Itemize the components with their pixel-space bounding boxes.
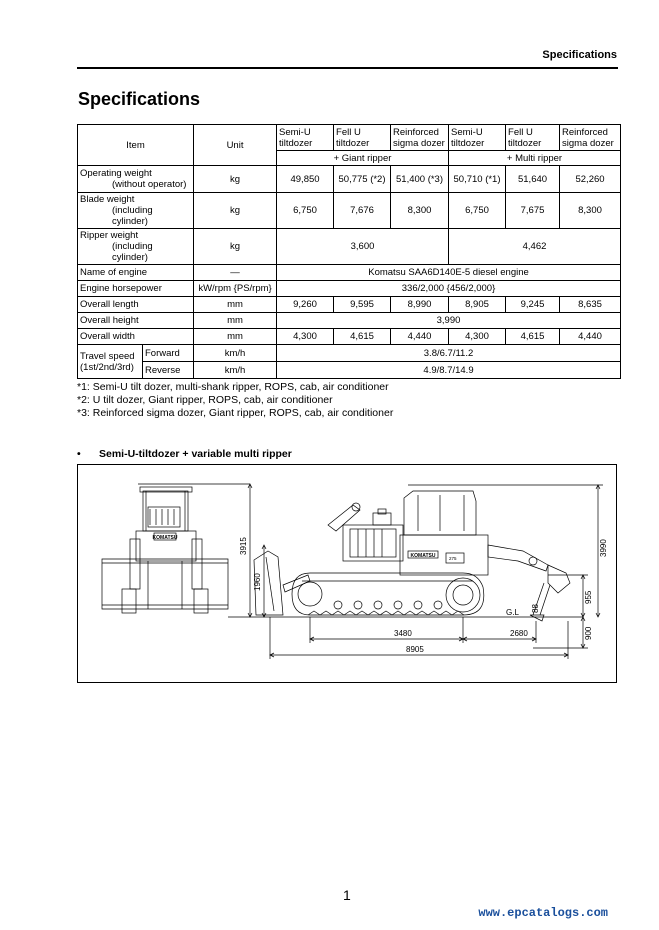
row-label: Name of engine [78,265,194,281]
dim-8905-label: 8905 [406,645,424,654]
table-cell: 7,675 [506,193,560,229]
table-cell: 3,990 [277,313,621,329]
section-heading-text: Semi-U-tiltdozer + variable multi ripper [99,448,292,460]
footnote: *1: Semi-U tilt dozer, multi-shank ripper, ROPS, cab, air conditioner [77,381,389,393]
row-label-line: (including cylinder) [112,205,153,227]
row-unit: km/h [194,345,277,362]
dim-3480-label: 3480 [394,629,412,638]
row-label-line: Operating weight [80,168,152,179]
front-brand-label: KOMATSU [152,535,178,541]
row-label-line: Blade weight [80,194,135,205]
table-row [78,166,621,193]
header-rule [77,67,618,69]
dimension-3915 [138,484,252,617]
header-model: Reinforced sigma dozer [391,125,449,151]
group-multi-ripper: + Multi ripper [449,151,621,166]
row-unit: kg [194,229,277,265]
row-label [78,229,194,265]
dim-2680-label: 2680 [510,629,528,638]
model-badge: 275 [449,556,457,561]
dim-3915-label: 3915 [239,537,248,555]
row-label: Overall height [78,313,194,329]
table-cell: 8,635 [560,297,621,313]
table-cell: 50,775 (*2) [334,166,391,193]
row-unit: kg [194,193,277,229]
table-row [78,193,621,229]
table-cell: 8,300 [560,193,621,229]
row-sublabel: Reverse [143,362,194,379]
table-cell: 49,850 [277,166,334,193]
header-unit: Unit [194,125,277,166]
ground-line-label: G.L [506,608,519,617]
footnote: *2: U tilt dozer, Giant ripper, ROPS, cab, air conditioner [77,394,333,406]
row-unit: mm [194,313,277,329]
dimension-drawing [77,464,617,683]
table-cell: 4,440 [560,329,621,345]
running-header: Specifications [542,49,617,61]
table-cell: Komatsu SAA6D140E-5 diesel engine [277,265,621,281]
dim-900-label: 900 [584,626,593,640]
row-sublabel: Forward [143,345,194,362]
table-cell: 4,615 [334,329,391,345]
table-cell: 50,710 (*1) [449,166,506,193]
table-cell: 8,300 [391,193,449,229]
row-label-line: (1st/2nd/3rd) [80,361,134,373]
table-cell: 4,300 [449,329,506,345]
row-label-line: (without operator) [112,179,187,190]
table-cell: 9,595 [334,297,391,313]
table-cell: 4,615 [506,329,560,345]
table-cell: 9,245 [506,297,560,313]
table-cell: 4,462 [449,229,621,265]
table-row [78,281,621,297]
section-heading [77,448,292,460]
group-giant-ripper: + Giant ripper [277,151,449,166]
table-row [78,345,621,362]
row-unit: mm [194,329,277,345]
front-view [102,487,228,613]
bullet: • [77,448,81,460]
table-cell: 4,300 [277,329,334,345]
row-unit: km/h [194,362,277,379]
table-row [78,362,621,379]
row-label [78,345,143,379]
row-label [78,193,194,229]
table-cell: 6,750 [449,193,506,229]
table-cell: 4,440 [391,329,449,345]
dim-3990-label: 3990 [599,539,608,557]
row-label: Overall length [78,297,194,313]
table-cell: 6,750 [277,193,334,229]
dim-88-label: 88 [531,604,540,613]
page-title: Specifications [78,89,201,109]
row-label-line: (including cylinder) [112,241,153,263]
table-cell: 3,600 [277,229,449,265]
table-row [78,297,621,313]
table-row [78,329,621,345]
row-unit: — [194,265,277,281]
table-cell: 7,676 [334,193,391,229]
table-cell: 8,990 [391,297,449,313]
dimension-3480 [310,617,536,643]
table-row [78,229,621,265]
table-cell: 9,260 [277,297,334,313]
header-model: Fell U tiltdozer [334,125,391,151]
row-label: Overall width [78,329,194,345]
row-label-line: Travel speed [80,350,135,362]
table-cell: 3.8/6.7/11.2 [277,345,621,362]
side-brand-label: KOMATSU [410,553,436,559]
header-model: Semi-U tiltdozer [449,125,506,151]
dimension-8905 [270,617,568,659]
table-cell: 4.9/8.7/14.9 [277,362,621,379]
footnote: *3: Reinforced sigma dozer, Giant ripper, ROPS, cab, air conditioner [77,407,394,419]
row-unit: kW/rpm {PS/rpm} [194,281,277,297]
dimension-955 [548,575,593,617]
dozer-drawing-svg [78,465,618,684]
header-model: Fell U tiltdozer [506,125,560,151]
table-cell: 8,905 [449,297,506,313]
spec-table [77,124,621,379]
table-cell: 51,400 (*3) [391,166,449,193]
dim-955-label: 955 [584,590,593,604]
table-row [78,313,621,329]
side-view [254,491,570,621]
row-label [78,166,194,193]
table-header-row [78,125,621,151]
header-model: Reinforced sigma dozer [560,125,621,151]
table-cell: 336/2,000 {456/2,000} [277,281,621,297]
dimension-900 [533,617,593,648]
watermark-link[interactable]: www.epcatalogs.com [478,906,608,920]
footnotes [77,381,393,420]
row-label-line: Ripper weight [80,230,139,241]
header-item: Item [78,125,194,166]
table-cell: 51,640 [506,166,560,193]
table-row [78,265,621,281]
row-unit: mm [194,297,277,313]
row-unit: kg [194,166,277,193]
page-number: 1 [343,887,351,903]
header-model: Semi-U tiltdozer [277,125,334,151]
table-cell: 52,260 [560,166,621,193]
dim-1960-label: 1960 [253,573,262,591]
row-label: Engine horsepower [78,281,194,297]
